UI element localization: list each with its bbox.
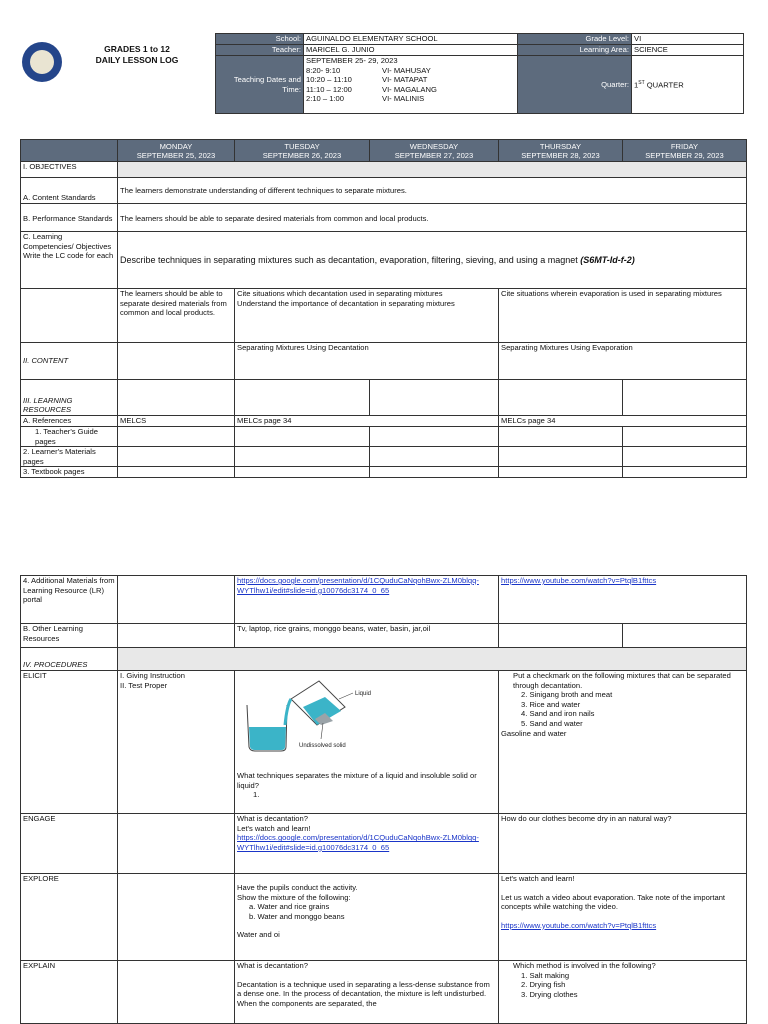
lr-portal-link[interactable]: https://docs.google.com/presentation/d/1CQuduCaNqohBwx-ZLM0blqq-WYTlhw1i/edit#slide=id.g10076dc3174_0_65 bbox=[237, 576, 479, 595]
resources-monday bbox=[118, 380, 235, 416]
explore-item: b. Water and monggo beans bbox=[249, 911, 345, 921]
learning-resources-heading: III. LEARNING RESOURCES bbox=[21, 380, 118, 416]
teacher-label: Teacher: bbox=[216, 45, 304, 56]
performance-standards-label: B. Performance Standards bbox=[21, 204, 118, 232]
dates-label: Teaching Dates and Time: bbox=[216, 56, 304, 114]
explore-tue-wed: Have the pupils conduct the activity. Show the mixture of the following: a. Water and rice grains b. Water and monggo beans Water and oi bbox=[235, 874, 499, 961]
content-heading: II. CONTENT bbox=[21, 343, 118, 380]
elicit-answer-item: 1. bbox=[253, 790, 260, 800]
dates-range: SEPTEMBER 25- 29, 2023 bbox=[306, 56, 398, 65]
objective-thu-fri: Cite situations wherein evaporation is used in separating mixtures bbox=[499, 289, 747, 343]
resources-tuesday bbox=[235, 380, 370, 416]
elicit-thu-item: 5. Sand and water bbox=[521, 718, 583, 728]
corner-cell bbox=[21, 140, 118, 162]
procedures-band bbox=[118, 648, 747, 671]
resources-friday bbox=[623, 380, 747, 416]
explain-label: EXPLAIN bbox=[21, 961, 118, 1024]
explain-tue-wed: What is decantation? Decantation is a technique used in separating a less-dense substance from a dense one. In the process of decantation, the mixture is left undisturbed. When the components are separated, the bbox=[235, 961, 499, 1024]
lesson-table-page1 bbox=[20, 139, 747, 478]
schedule-row: 2:10 – 1:00 VI- MALINIS bbox=[306, 94, 425, 104]
additional-materials-label: 4. Additional Materials from Learning Resource (LR) portal bbox=[21, 576, 118, 624]
schedule-row: 8:20- 9:10 VI- MAHUSAY bbox=[306, 65, 431, 75]
diagram-label-liquid: Liquid bbox=[355, 691, 372, 697]
competencies-text: Describe techniques in separating mixtures such as decantation, evaporation, filtering, sieving, and using a magnet (S6MT-Id-f-2) bbox=[118, 232, 747, 289]
procedures-heading: IV. PROCEDURES bbox=[21, 648, 118, 671]
objectives-blank-label bbox=[21, 289, 118, 343]
additional-materials-thu-fri bbox=[499, 576, 747, 624]
receiving-beaker bbox=[247, 705, 287, 751]
content-monday bbox=[118, 343, 235, 380]
youtube-link[interactable]: https://www.youtube.com/watch?v=PtqlB1fttcs bbox=[501, 576, 657, 585]
references-monday: MELCS bbox=[118, 416, 235, 427]
area-value: SCIENCE bbox=[632, 45, 744, 56]
explain-item: 1. Salt making bbox=[521, 970, 570, 980]
title-line2: DAILY LESSON LOG bbox=[95, 55, 179, 65]
schedule-row: 10:20 – 11:10 VI- MATAPAT bbox=[306, 75, 428, 85]
day-header-wednesday: WEDNESDAY SEPTEMBER 27, 2023 bbox=[370, 140, 499, 162]
dates-value bbox=[304, 56, 518, 114]
day-header-tuesday: TUESDAY SEPTEMBER 26, 2023 bbox=[235, 140, 370, 162]
elicit-label: ELICIT bbox=[21, 671, 118, 814]
lesson-table-page2 bbox=[20, 575, 747, 1024]
quarter-value: 1ST QUARTER bbox=[632, 56, 744, 114]
schedule-row: 11:10 – 12:00 VI- MAGALANG bbox=[306, 84, 437, 94]
elicit-monday: I. Giving Instruction II. Test Proper bbox=[118, 671, 235, 814]
content-thu-fri: Separating Mixtures Using Evaporation bbox=[499, 343, 747, 380]
seal-icon bbox=[22, 42, 62, 82]
content-standards-text: The learners demonstrate understanding of different techniques to separate mixtures. bbox=[118, 178, 747, 204]
engage-thu-fri: How do our clothes become dry in an natural way? bbox=[499, 814, 747, 874]
objectives-band bbox=[118, 162, 747, 178]
school-value: AGUINALDO ELEMENTARY SCHOOL bbox=[304, 34, 518, 45]
diagram-label-solid: Undissolved solid bbox=[299, 743, 346, 749]
resources-wednesday bbox=[370, 380, 499, 416]
day-header-friday: FRIDAY SEPTEMBER 29, 2023 bbox=[623, 140, 747, 162]
textbook-pages-label: 3. Textbook pages bbox=[21, 467, 118, 478]
area-label: Learning Area: bbox=[518, 45, 632, 56]
elicit-question: What techniques separates the mixture of a liquid and insoluble solid or liquid? bbox=[237, 771, 477, 790]
explore-thu-fri: Let's watch and learn! Let us watch a video about evaporation. Take note of the important concepts while watching the video. https://www.youtube.com/watch?v=PtqlB1fttcs bbox=[499, 874, 747, 961]
explore-video-link[interactable]: https://www.youtube.com/watch?v=PtqlB1fttcs bbox=[501, 920, 657, 930]
elicit-thu-item: 3. Rice and water bbox=[521, 699, 581, 709]
elicit-thu-item: 4. Sand and iron nails bbox=[521, 709, 595, 719]
other-resources-tue-wed: Tv, laptop, rice grains, monggo beans, water, basin, jar,oil bbox=[235, 624, 499, 648]
elicit-thu-extra: Gasoline and water bbox=[501, 728, 567, 738]
quarter-label: Quarter: bbox=[518, 56, 632, 114]
grade-value: VI bbox=[632, 34, 744, 45]
performance-standards-text: The learners should be able to separate desired materials from common and local products. bbox=[118, 204, 747, 232]
elicit-thu-item: 2. Sinigang broth and meat bbox=[521, 690, 613, 700]
decantation-diagram bbox=[241, 675, 391, 755]
title-line1: GRADES 1 to 12 bbox=[104, 44, 170, 54]
school-label: School: bbox=[216, 34, 304, 45]
references-thu-fri: MELCs page 34 bbox=[499, 416, 747, 427]
learners-materials-label: 2. Learner's Materials pages bbox=[21, 447, 118, 467]
references-tue-wed: MELCs page 34 bbox=[235, 416, 499, 427]
explore-label: EXPLORE bbox=[21, 874, 118, 961]
elicit-tue-wed bbox=[235, 671, 499, 814]
engage-tue-wed: What is decantation? Let's watch and learn! https://docs.google.com/presentation/d/1CQuduCaNqohBwx-ZLM0blqq-WYTlhw1i/edit#slide=id.g10076dc3174_0_65 bbox=[235, 814, 499, 874]
document-title bbox=[62, 44, 212, 66]
day-header-monday: MONDAY SEPTEMBER 25, 2023 bbox=[118, 140, 235, 162]
resources-thursday bbox=[499, 380, 623, 416]
explain-item: 3. Drying clothes bbox=[521, 989, 578, 999]
day-header-thursday: THURSDAY SEPTEMBER 28, 2023 bbox=[499, 140, 623, 162]
engage-presentation-link[interactable]: https://docs.google.com/presentation/d/1CQuduCaNqohBwx-ZLM0blqq-WYTlhw1i/edit#slide=id.g10076dc3174_0_65 bbox=[237, 833, 479, 852]
pouring-beaker bbox=[285, 681, 345, 725]
deped-seal bbox=[22, 42, 62, 82]
teacher-value: MARICEL G. JUNIO bbox=[304, 45, 518, 56]
additional-materials-tue-wed bbox=[235, 576, 499, 624]
header-table bbox=[215, 33, 744, 114]
teachers-guide-label: 1. Teacher's Guide pages bbox=[21, 427, 118, 447]
content-tue-wed: Separating Mixtures Using Decantation bbox=[235, 343, 499, 380]
engage-label: ENGAGE bbox=[21, 814, 118, 874]
references-label: A. References bbox=[21, 416, 118, 427]
grade-label: Grade Level: bbox=[518, 34, 632, 45]
competencies-label: C. Learning Competencies/ Objectives Write the LC code for each bbox=[21, 232, 118, 289]
objectives-heading: I. OBJECTIVES bbox=[21, 162, 118, 178]
explain-thu-fri: Which method is involved in the following? 1. Salt making 2. Drying fish 3. Drying clothes bbox=[499, 961, 747, 1024]
other-resources-label: B. Other Learning Resources bbox=[21, 624, 118, 648]
content-standards-label: A. Content Standards bbox=[21, 178, 118, 204]
explore-item: a. Water and rice grains bbox=[249, 902, 330, 912]
objective-monday: The learners should be able to separate desired materials from common and local products. bbox=[118, 289, 235, 343]
elicit-thu-fri: Put a checkmark on the following mixtures that can be separated through decantation. 2. Sinigang broth and meat 3. Rice and water 4. Sand and iron nails 5. Sand and water Gasoline and water bbox=[499, 671, 747, 814]
explain-item: 2. Drying fish bbox=[521, 980, 566, 990]
objective-tue-wed: Cite situations which decantation used in separating mixtures Understand the importance of decantation in separating mixtures bbox=[235, 289, 499, 343]
